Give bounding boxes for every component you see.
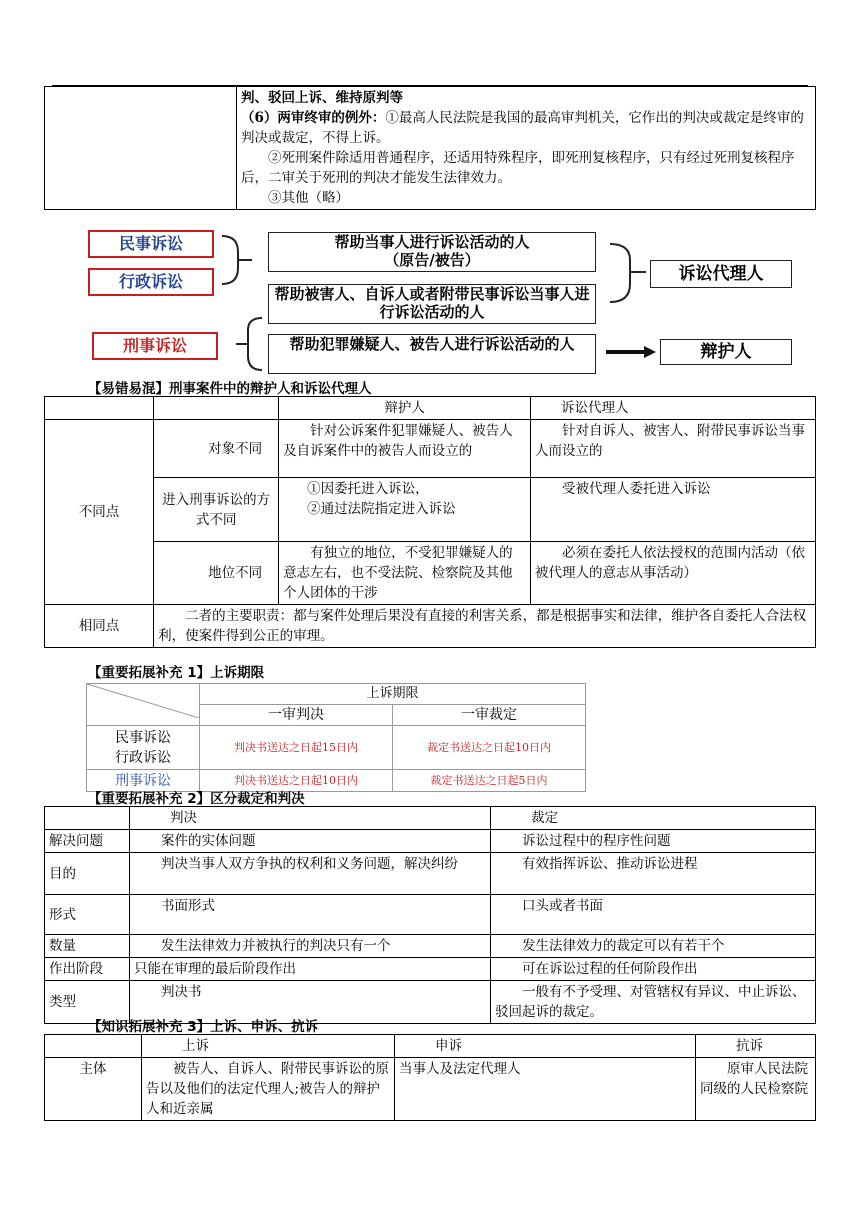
t3-judgment-0: 案件的实体问题 (130, 830, 491, 853)
t3-key-1: 目的 (45, 853, 130, 895)
t1-row-entry: 进入刑事诉讼的方式不同 (154, 478, 279, 542)
t3-judgment-4: 只能在审理的最后阶段作出 (130, 958, 491, 981)
top-line-4: ③其他（略） (268, 190, 349, 206)
t2-corner (87, 684, 200, 726)
t2-title: 上诉期限 (200, 684, 586, 705)
t2-heading: 【重要拓展补充 1】上诉期限 (88, 665, 265, 681)
t3-corner (45, 807, 130, 830)
top-line-2: （6）两审终审的例外：①最高人民法院是我国的最高审判机关，它作出的判决或裁定是终审的判决或裁定，不得上诉。 (241, 110, 804, 146)
t1-same-text: 二者的主要职责：都与案件处理后果没有直接的利害关系，都是根据事实和法律，维护各自委托人合法权利，使案件得到公正的审理。 (154, 605, 816, 648)
t4-header-protest: 抗诉 (696, 1035, 816, 1058)
t3-header-ruling: 裁定 (491, 807, 816, 830)
t2-col-ruling: 一审裁定 (393, 705, 586, 726)
t3-ruling-0: 诉讼过程中的程序性问题 (491, 830, 816, 853)
t4-header-appeal: 上诉 (142, 1035, 395, 1058)
t4-row-subject: 主体 (45, 1058, 142, 1121)
t1-same-label: 相同点 (45, 605, 154, 648)
litigation-agent-box: 诉讼代理人 (650, 260, 792, 288)
defender-agent-table (44, 396, 816, 648)
t1-header-agent: 诉讼代理人 (531, 397, 816, 420)
appeal-petition-protest-table (44, 1034, 816, 1121)
t3-ruling-3: 发生法律效力的裁定可以有若干个 (491, 935, 816, 958)
t3-ruling-2: 口头或者书面 (491, 895, 816, 935)
helper-box-suspect: 帮助犯罪嫌疑人、被告人进行诉讼活动的人 (268, 334, 596, 374)
t3-ruling-1: 有效指挥诉讼、推动诉讼进程 (491, 853, 816, 895)
t1-status-defender: 有独立的地位，不受犯罪嫌疑人的意志左右，也不受法院、检察院及其他个人团体的干涉 (279, 542, 531, 605)
helper-box-plaintiff: 帮助当事人进行诉讼活动的人 （原告/被告） (268, 232, 596, 272)
t3-judgment-2: 书面形式 (130, 895, 491, 935)
top-line-3: ②死刑案件除适用普通程序，还适用特殊程序，即死刑复核程序，只有经过死刑复核程序后，二审关于死刑的判决才能发生法律效力。 (241, 150, 795, 186)
t3-header-judgment: 判决 (130, 807, 491, 830)
t2-row-criminal: 刑事诉讼 (87, 770, 200, 792)
t3-judgment-5: 判决书 (130, 981, 491, 1024)
t3-key-2: 形式 (45, 895, 130, 935)
t4-subject-petition: 当事人及法定代理人 (395, 1058, 696, 1121)
t4-corner (45, 1035, 142, 1058)
t1-heading: 【易错易混】刑事案件中的辩护人和诉讼代理人 (88, 381, 372, 397)
t3-judgment-1: 判决当事人双方争执的权利和义务问题，解决纠纷 (130, 853, 491, 895)
t1-row-object: 对象不同 (154, 420, 279, 478)
t3-ruling-4: 可在诉讼过程的任何阶段作出 (491, 958, 816, 981)
t3-key-4: 作出阶段 (45, 958, 130, 981)
t1-status-agent: 必须在委托人依法授权的范围内活动（依被代理人的意志从事活动） (531, 542, 816, 605)
t1-corner (45, 397, 154, 420)
t1-entry-agent: 受被代理人委托进入诉讼 (531, 478, 816, 542)
appeal-period-table (86, 683, 586, 792)
t2-criminal-ruling: 裁定书送达之日起5日内 (393, 770, 586, 792)
t2-criminal-judgment: 判决书送达之日起10日内 (200, 770, 393, 792)
t1-header-defender: 辩护人 (279, 397, 531, 420)
t4-heading: 【知识拓展补充 3】上诉、申诉、抗诉 (88, 1019, 319, 1035)
t1-object-defender: 针对公诉案件犯罪嫌疑人、被告人及自诉案件中的被告人而设立的 (279, 420, 531, 478)
helper-box-victim: 帮助被害人、自诉人或者附带民事诉讼当事人进行诉讼活动的人 (268, 284, 596, 324)
t3-ruling-5: 一般有不予受理、对管辖权有异议、中止诉讼、驳回起诉的裁定。 (491, 981, 816, 1024)
t1-row-status: 地位不同 (154, 542, 279, 605)
t3-heading: 【重要拓展补充 2】区分裁定和判决 (88, 791, 305, 807)
t3-key-5: 类型 (45, 981, 130, 1024)
t4-header-petition: 申诉 (395, 1035, 696, 1058)
civil-litigation-label: 民事诉讼 (88, 230, 214, 258)
top-line-1: 判、驳回上诉、维持原判等 (241, 90, 403, 106)
admin-litigation-label: 行政诉讼 (88, 268, 214, 296)
t2-col-judgment: 一审判决 (200, 705, 393, 726)
t4-subject-protest: 原审人民法院同级的人民检察院 (696, 1058, 816, 1121)
t2-civil-ruling: 裁定书送达之日起10日内 (393, 726, 586, 770)
t2-civil-judgment: 判决书送达之日起15日内 (200, 726, 393, 770)
t3-key-3: 数量 (45, 935, 130, 958)
criminal-litigation-label: 刑事诉讼 (92, 332, 218, 360)
t1-entry-defender: ①因委托进入诉讼， ②通过法院指定进入诉讼 (279, 478, 531, 542)
t3-key-0: 解决问题 (45, 830, 130, 853)
t3-judgment-3: 发生法律效力并被执行的判决只有一个 (130, 935, 491, 958)
t1-diff-label: 不同点 (45, 420, 154, 605)
t1-object-agent: 针对自诉人、被害人、附带民事诉讼当事人而设立的 (531, 420, 816, 478)
t4-subject-appeal: 被告人、自诉人、附带民事诉讼的原告以及他们的法定代理人;被告人的辩护人和近亲属 (142, 1058, 395, 1121)
defender-box: 辩护人 (660, 339, 792, 365)
t1-corner2 (154, 397, 279, 420)
t2-row-civil-admin: 民事诉讼 行政诉讼 (87, 726, 200, 770)
judgment-ruling-table (44, 806, 816, 1024)
